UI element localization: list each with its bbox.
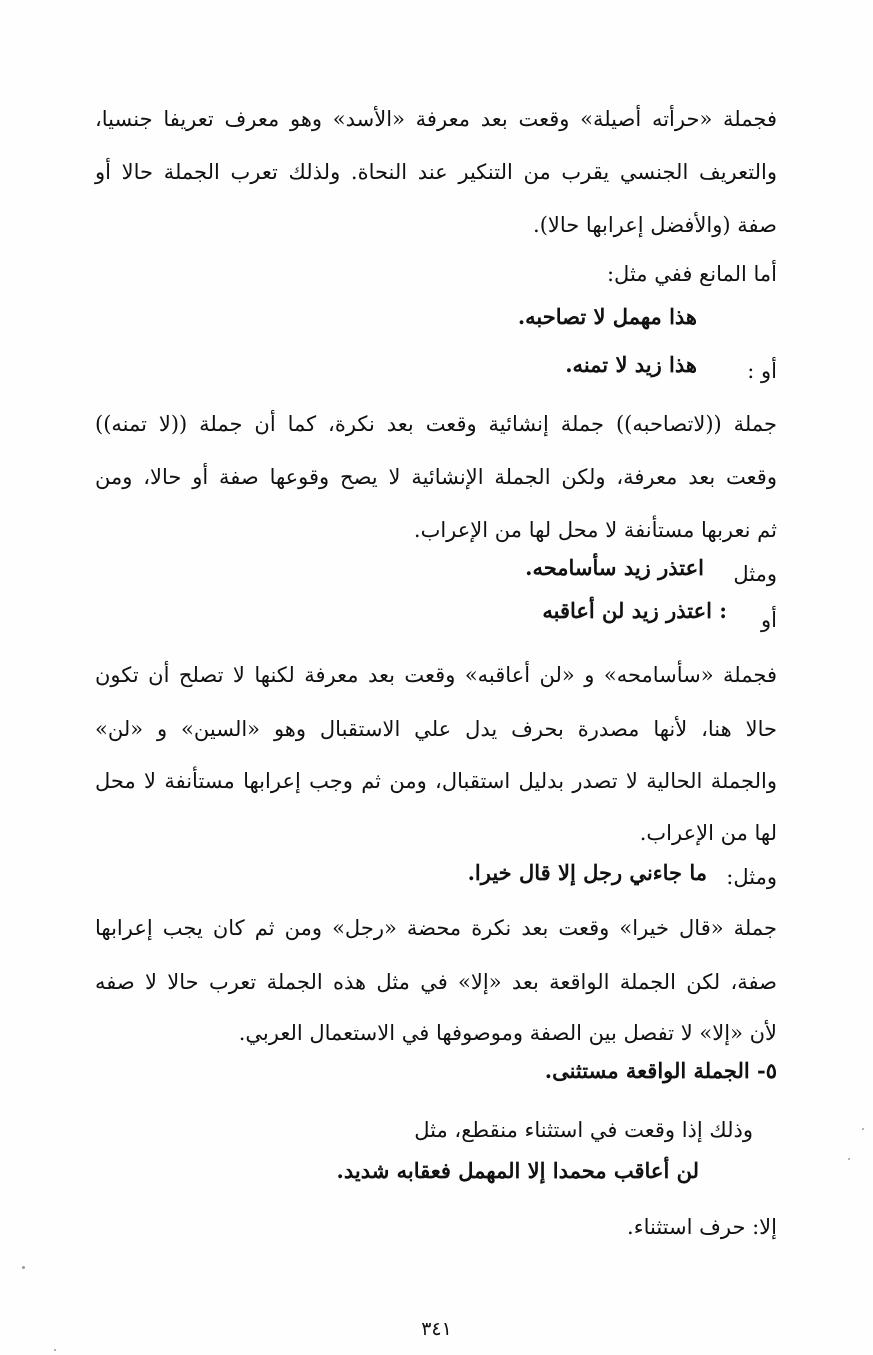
- scan-speck: [22, 1266, 25, 1269]
- paragraph-line: إلا: حرف استثناء.: [627, 1215, 777, 1239]
- paragraph-line: أما المانع ففي مثل:: [606, 262, 777, 286]
- scan-speck: [862, 1128, 864, 1130]
- scan-speck: [54, 1349, 56, 1351]
- example-label: ومثل: [733, 562, 777, 586]
- paragraph-line: لها من الإعراب.: [639, 821, 777, 845]
- paragraph-line: صفة، لكن الجملة الواقعة بعد «إلا» في مثل هذه الجملة تعرب حالا لا صفه: [95, 970, 777, 994]
- scan-speck: [848, 1158, 850, 1160]
- paragraph-line: والجملة الحالية لا تصدر بدليل استقبال، ومن ثم وجب إعرابها مستأنفة لا محل: [95, 769, 777, 793]
- page-number: ٣٤١: [421, 1318, 452, 1340]
- paragraph-line: جملة «قال خيرا» وقعت بعد نكرة محضة «رجل» ومن ثم كان يجب إعرابها: [95, 916, 777, 940]
- paragraph-line: جملة ((لاتصاحبه)) جملة إنشائية وقعت بعد نكرة، كما أن جملة ((لا تمنه)): [95, 412, 777, 436]
- paragraph-line: لأن «إلا» لا تفصل بين الصفة وموصوفها في الاستعمال العربي.: [238, 1021, 777, 1045]
- paragraph-line: ثم نعربها مستأنفة لا محل لها من الإعراب.: [413, 518, 777, 542]
- example-label: ومثل:: [726, 865, 777, 889]
- example-label: أو: [761, 608, 777, 632]
- paragraph-line: فجملة «حرأته أصيلة» وقعت بعد معرفة «الأسد» وهو معرف تعريفا جنسيا،: [95, 107, 777, 131]
- example-sentence: لن أعاقب محمدا إلا المهمل فعقابه شديد.: [336, 1158, 699, 1183]
- example-sentence: هذا مهمل لا تصاحبه.: [517, 304, 697, 329]
- paragraph-line: وقعت بعد معرفة، ولكن الجملة الإنشائية لا يصح وقوعها صفة أو حالا، ومن: [95, 465, 777, 489]
- example-sentence: هذا زيد لا تمنه.: [565, 352, 697, 377]
- example-sentence: اعتذر زيد سأسامحه.: [525, 555, 704, 580]
- paragraph-line: والتعريف الجنسي يقرب من التنكير عند النحاة. ولذلك تعرب الجملة حالا أو: [95, 160, 777, 184]
- paragraph-line: صفة (والأفضل إعرابها حالا).: [533, 213, 777, 237]
- paragraph-line: حالا هنا، لأنها مصدرة بحرف يدل علي الاستقبال وهو «السين» و «لن»: [95, 717, 777, 741]
- example-label: أو :: [747, 359, 777, 383]
- example-sentence: ما جاءني رجل إلا قال خيرا.: [467, 860, 707, 885]
- paragraph-line: وذلك إذا وقعت في استثناء منقطع، مثل: [414, 1118, 753, 1142]
- example-sentence: : اعتذر زيد لن أعاقبه: [542, 598, 727, 623]
- section-heading: ٥- الجملة الواقعة مستثنى.: [544, 1058, 777, 1083]
- paragraph-line: فجملة «سأسامحه» و «لن أعاقبه» وقعت بعد معرفة لكنها لا تصلح أن تكون: [95, 663, 777, 687]
